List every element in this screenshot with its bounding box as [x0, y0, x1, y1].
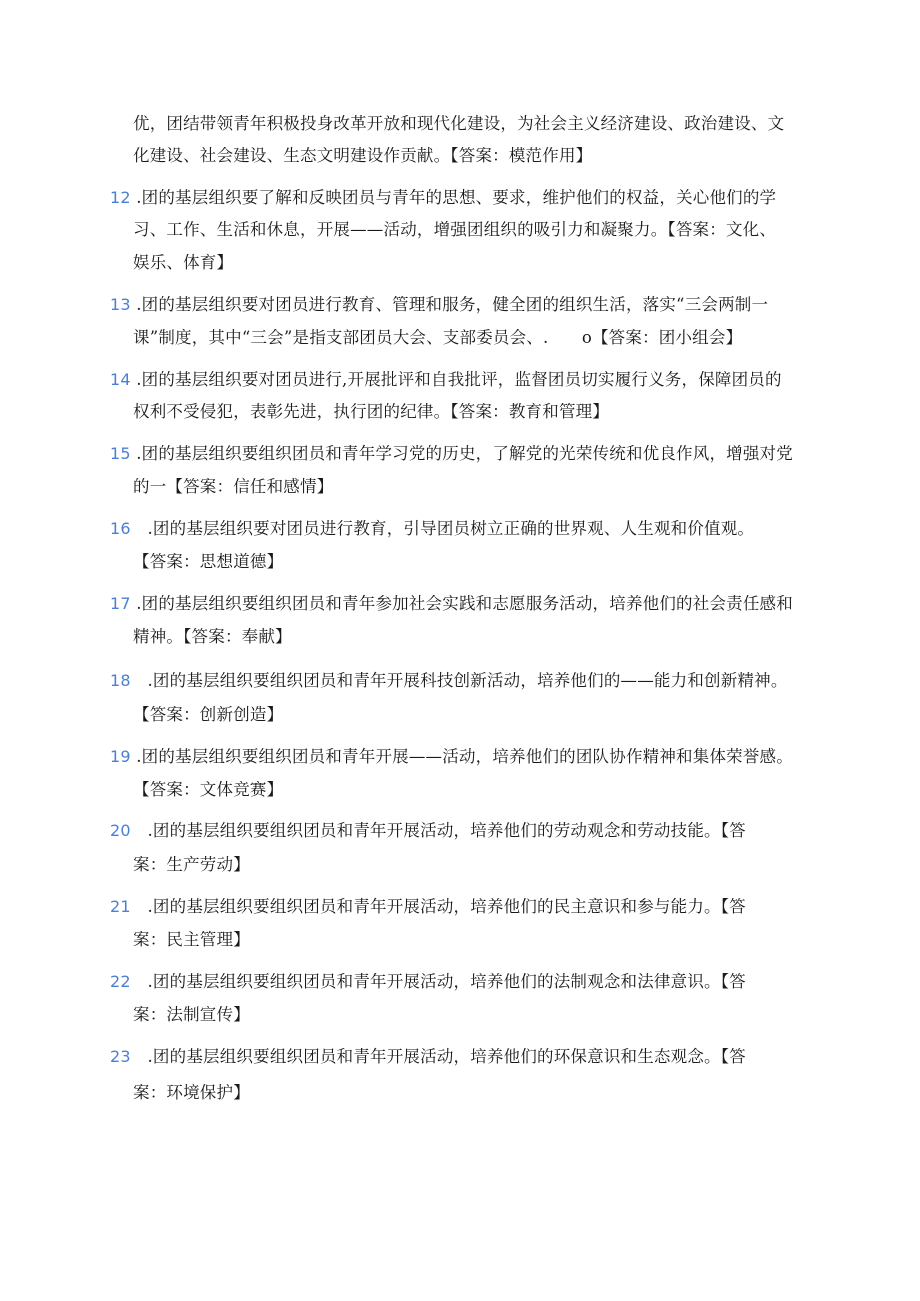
question-line: 案：民主管理】	[133, 930, 250, 949]
question-number: 20	[110, 821, 131, 840]
question-19	[110, 746, 793, 768]
question-text: 团的基层组织要组织团员和青年参加社会实践和志愿服务活动，培养他们的社会责任感和	[141, 594, 793, 613]
question-text: 团的基层组织要组织团员和青年开展科技创新活动，培养他们的——能力和创新精神。	[152, 671, 788, 690]
question-text: 团的基层组织要组织团员和青年开展活动，培养他们的民主意识和参与能力。【答	[152, 897, 746, 916]
question-dot: .	[130, 671, 153, 690]
question-12	[110, 187, 776, 209]
question-number: 13	[110, 295, 131, 314]
question-14	[110, 369, 782, 391]
question-line: 课”制度，其中“三会”是指支部团员大会、支部委员会、. o【答案：团小组会】	[133, 328, 743, 347]
question-dot: .	[130, 519, 153, 538]
question-13	[110, 294, 768, 316]
question-text: 团的基层组织要对团员进行,开展批评和自我批评，监督团员切实履行义务，保障团员的	[141, 370, 782, 389]
question-dot: .	[130, 747, 142, 766]
question-23	[110, 1046, 746, 1068]
question-number: 23	[110, 1047, 131, 1066]
question-line: 案：环境保护】	[133, 1083, 250, 1102]
question-text: 团的基层组织要了解和反映团员与青年的思想、要求，维护他们的权益，关心他们的学	[141, 188, 777, 207]
question-line: 精神。【答案：奉献】	[133, 627, 292, 646]
question-dot: .	[130, 188, 142, 207]
question-line: 习、工作、生活和休息，开展——活动，增强团组织的吸引力和凝聚力。【答案：文化、	[133, 220, 777, 239]
question-17	[110, 593, 793, 615]
question-18	[110, 670, 788, 692]
question-line: 【答案：创新创造】	[133, 705, 284, 724]
question-line: 娱乐、体育】	[133, 253, 234, 272]
question-number: 12	[110, 188, 131, 207]
question-text: 团的基层组织要组织团员和青年开展——活动，培养他们的团队协作精神和集体荣誉感。	[141, 747, 793, 766]
question-number: 14	[110, 370, 131, 389]
question-dot: .	[130, 370, 142, 389]
question-number: 17	[110, 594, 131, 613]
question-line: 的一【答案：信任和感情】	[133, 477, 334, 496]
question-dot: .	[130, 295, 142, 314]
question-number: 19	[110, 747, 131, 766]
question-number: 22	[110, 972, 131, 991]
intro-line: 化建设、社会建设、生态文明建设作贡献。【答案：模范作用】	[133, 146, 593, 165]
question-dot: .	[130, 897, 153, 916]
question-line: 【答案：思想道德】	[133, 552, 284, 571]
question-line: 案：生产劳动】	[133, 855, 250, 874]
question-number: 15	[110, 444, 131, 463]
question-number: 18	[110, 671, 131, 690]
question-text: 团的基层组织要组织团员和青年开展活动，培养他们的环保意识和生态观念。【答	[152, 1047, 746, 1066]
question-15	[110, 443, 793, 465]
question-21	[110, 896, 746, 918]
question-number: 21	[110, 897, 131, 916]
question-line: 【答案：文体竞赛】	[133, 780, 284, 799]
question-text: 团的基层组织要组织团员和青年学习党的历史，了解党的光荣传统和优良作风，增强对党	[141, 444, 793, 463]
question-text: 团的基层组织要对团员进行教育、管理和服务，健全团的组织生活，落实“三会两制一	[141, 295, 769, 314]
question-20	[110, 820, 746, 842]
question-dot: .	[130, 821, 153, 840]
question-line: 案：法制宣传】	[133, 1005, 250, 1024]
question-text: 团的基层组织要组织团员和青年开展活动，培养他们的法制观念和法律意识。【答	[152, 972, 746, 991]
question-line: 权利不受侵犯，表彰先进，执行团的纪律。【答案：教育和管理】	[133, 402, 610, 421]
question-16	[110, 518, 754, 540]
question-dot: .	[130, 444, 142, 463]
intro-line: 优，团结带领青年积极投身改革开放和现代化建设，为社会主义经济建设、政治建设、文	[133, 114, 785, 133]
question-22	[110, 971, 746, 993]
question-text: 团的基层组织要对团员进行教育，引导团员树立正确的世界观、人生观和价值观。	[152, 519, 755, 538]
question-text: 团的基层组织要组织团员和青年开展活动，培养他们的劳动观念和劳动技能。【答	[152, 821, 746, 840]
question-dot: .	[130, 594, 142, 613]
question-dot: .	[130, 972, 153, 991]
question-dot: .	[130, 1047, 153, 1066]
question-number: 16	[110, 519, 131, 538]
